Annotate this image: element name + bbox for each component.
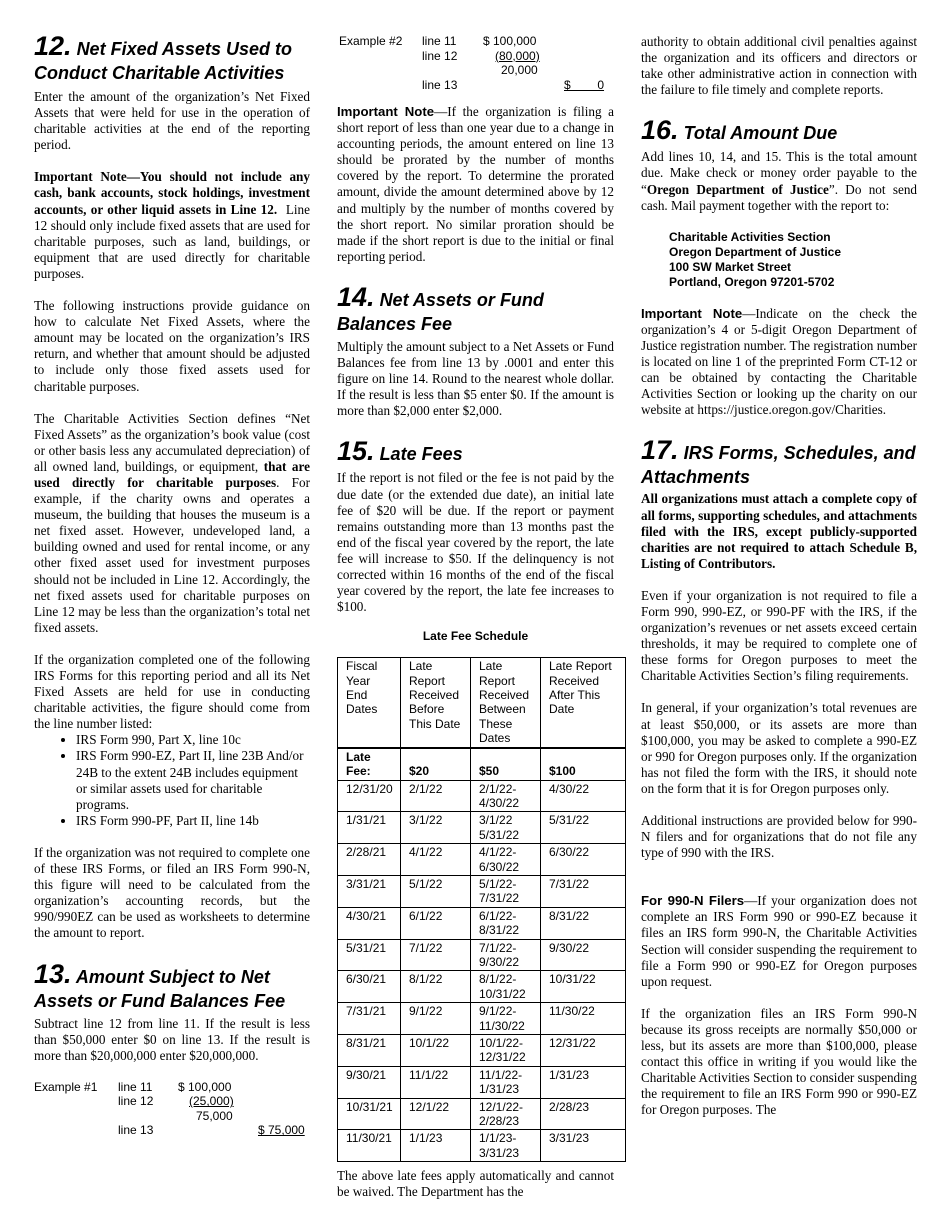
table-cell: 1/31/21 xyxy=(338,812,401,844)
section-17-paragraph: In general, if your organization’s total revenues are at least $50,000, or its assets are more than $100,000, you may be asked to complete a 990-EZ or 990 for Oregon purposes only. If the organization has not filed the form with the IRS, it should note on the form that it is for Oregon purposes only. xyxy=(641,700,917,796)
section-14-number: 14. xyxy=(337,281,375,312)
address-line: Portland, Oregon 97201-5702 xyxy=(669,274,835,289)
table-row xyxy=(338,939,626,971)
example-2 xyxy=(337,34,614,92)
table-cell: 5/31/22 xyxy=(541,812,626,844)
table-row xyxy=(338,1130,626,1162)
section-17-paragraph: Additional instructions are provided below for 990-N filers and for organizations that do not file any type of 990 with the IRS. xyxy=(641,813,917,861)
section-12-forms-intro: If the organization completed one of the following IRS Forms for this reporting period and all its Net Fixed Assets are held for use in conducting charitable activities, the figure should come from the line number listed: xyxy=(34,651,310,732)
note-label: Important Note xyxy=(337,104,435,119)
table-cell: 2/28/23 xyxy=(541,1098,626,1130)
table-cell: 10/31/21 xyxy=(338,1098,401,1130)
definition-bold: that are used directly for charitable purposes xyxy=(34,458,310,490)
table-cell: 11/30/21 xyxy=(338,1130,401,1162)
section-13-note xyxy=(337,104,614,265)
fee-value xyxy=(401,748,471,780)
late-fee-continuation: authority to obtain additional civil penalties against the organization and its officers and directors or take other administrative action in connection with the failure to file timely and complete reports. xyxy=(641,34,917,98)
table-cell: 6/1/22-8/31/22 xyxy=(471,907,541,939)
fee-value xyxy=(541,748,626,780)
fee-row xyxy=(338,748,626,780)
table-header: Fiscal Year End Dates xyxy=(338,658,401,748)
list-item: • IRS Form 990, Part X, line 10c xyxy=(76,732,310,748)
payment-text-cont: ”. Do not send cash. Mail payment together with the report to: xyxy=(641,181,918,213)
table-cell: 8/31/21 xyxy=(338,1035,401,1067)
section-12-heading xyxy=(34,31,310,85)
section-12-title: Net Fixed Assets Used to Conduct Charitable Activities xyxy=(34,39,292,83)
table-row xyxy=(338,1098,626,1130)
example-2-line11-label: line 11 xyxy=(422,34,457,48)
table-cell: 8/1/22-10/31/22 xyxy=(471,971,541,1003)
table-cell: 10/1/22 xyxy=(401,1035,471,1067)
table-cell: 12/1/22 xyxy=(401,1098,471,1130)
late-fee-table xyxy=(337,657,626,1162)
table-cell: 4/30/22 xyxy=(541,780,626,812)
example-2-subtotal: 20,000 xyxy=(501,63,538,77)
table-header: Late Report Received After This Date xyxy=(541,658,626,748)
address-line: 100 SW Market Street xyxy=(669,259,792,274)
table-cell: 4/1/22-6/30/22 xyxy=(471,844,541,876)
table-cell: 11/1/22 xyxy=(401,1066,471,1098)
990n-label: For 990-N Filers xyxy=(641,893,745,909)
section-16-text xyxy=(641,149,917,213)
table-cell: 10/1/22-12/31/22 xyxy=(471,1035,541,1067)
section-12-guidance: The following instructions provide guidance on how to calculate Net Fixed Assets, where the amount may be located on the organization’s IRS return, and whether that amount should be adjusted to include only those fixed assets used for charitable purposes. xyxy=(34,298,310,394)
table-cell: 9/1/22-11/30/22 xyxy=(471,1003,541,1035)
section-17-number: 17. xyxy=(641,435,679,466)
table-cell: 6/30/21 xyxy=(338,971,401,1003)
late-fee-table-title: Late Fee Schedule xyxy=(422,629,529,644)
table-cell: 10/31/22 xyxy=(541,971,626,1003)
column-right xyxy=(641,0,917,1119)
table-cell: 5/1/22 xyxy=(401,875,471,907)
list-item: • IRS Form 990-EZ, Part II, line 23B And/or 24B to the extent 24B includes equipment or similar assets used for charitable programs. xyxy=(76,748,310,812)
section-17-paragraph: Even if your organization is not required to file a Form 990, 990-EZ, or 990-PF with the IRS, if the organization’s revenues or net assets exceed certain thresholds, it may be required to complete one of these forms for Oregon purposes to meet the Charitable Activities Section’s filing requirements. xyxy=(641,587,917,684)
section-13-heading xyxy=(34,958,310,1013)
table-cell: 9/30/21 xyxy=(338,1066,401,1098)
note-text: Line 12 should only include fixed assets that are used for charitable purposes, such as land, buildings, or equipment that are used directly for charitable purposes. xyxy=(34,201,310,281)
fee-label-text: Late Fee: xyxy=(346,749,371,779)
section-12-number: 12. xyxy=(34,31,72,61)
address-line: Charitable Activities Section xyxy=(669,229,831,244)
section-16-title: Total Amount Due xyxy=(683,123,838,144)
section-12-note xyxy=(34,169,310,282)
example-1-subtotal: 75,000 xyxy=(196,1108,233,1123)
table-cell: 5/31/21 xyxy=(338,939,401,971)
table-cell: 11/30/22 xyxy=(541,1003,626,1035)
example-1-line11-label: line 11 xyxy=(118,1079,153,1094)
section-15-text: If the report is not filed or the fee is not paid by the due date (or the extended due date), an initial late fee of $20 will be due. If the report or payment remains outstanding more than 13 months past the end of the fiscal year covered by the report, the late fee will increase to $50. If the delinquency is not corrected within 16 months of the end of the fiscal year covered by the report, the late fee increases to $100. xyxy=(337,470,614,615)
table-cell: 9/1/22 xyxy=(401,1003,471,1035)
table-row xyxy=(338,875,626,907)
section-17-paragraph: If the organization files an IRS Form 990-N because its gross receipts are normally $50,000 or less, but its assets are more than $100,000, please contact this office in writing if you would like the Charitable Activities Section to consider suspending the requirement to file an IRS Form 990 or 990-EZ for Oregon purposes. The xyxy=(641,1005,917,1118)
definition-text: The Charitable Activities Section defines “Net Fixed Assets” as the organization’s book value (cost or other basis less any accumulated depreciation) of all owned land, buildings, or equipment, xyxy=(34,410,310,474)
payee-name: Oregon Department of Justice xyxy=(646,181,829,197)
list-item: • IRS Form 990-PF, Part II, line 14b xyxy=(76,813,310,829)
table-cell: 7/31/21 xyxy=(338,1003,401,1035)
table-header: Late Report Received Between These Dates xyxy=(471,658,541,748)
table-cell: 3/31/23 xyxy=(541,1130,626,1162)
table-cell: 1/31/23 xyxy=(541,1066,626,1098)
example-1-line11-value: $ 100,000 xyxy=(178,1079,232,1094)
table-cell: 7/1/22 xyxy=(401,939,471,971)
example-2-line12-value: (80,000) xyxy=(495,48,540,63)
990n-text: —If your organization does not complete an IRS Form 990 or 990-EZ because it files an IRS form 990-N, the Charitable Activities Section will consider suspending the requirement to file a Form 990 or 990-EZ for Oregon purposes upon request. xyxy=(641,893,917,989)
section-17-requirement: All organizations must attach a complete copy of all forms, supporting schedules, and attachments filed with the IRS, except publicly-supported charities are not required to attach Schedule B, Listing of Contributors. xyxy=(641,491,917,571)
fee-label xyxy=(338,748,401,780)
note-label: Important Note xyxy=(34,169,127,185)
table-cell: 6/1/22 xyxy=(401,907,471,939)
table-cell: 3/1/22 5/31/22 xyxy=(471,812,541,844)
table-cell: 8/31/22 xyxy=(541,907,626,939)
section-12-closing: If the organization was not required to complete one of these IRS Forms, or filed an IRS Form 990-N, this figure will need to be calculated from the organization’s accounting records, but the 990/990EZ can be used as worksheets to determine the amount to report. xyxy=(34,844,310,941)
table-header: Late Report Received Before This Date xyxy=(401,658,471,748)
table-cell: 8/1/22 xyxy=(401,971,471,1003)
address-line: Oregon Department of Justice xyxy=(669,244,842,259)
table-cell: 4/1/22 xyxy=(401,844,471,876)
table-cell: 12/31/22 xyxy=(541,1035,626,1067)
example-2-line12-label: line 12 xyxy=(422,48,458,63)
example-2-line13-value: $ 0 xyxy=(564,77,605,92)
section-14-heading xyxy=(337,281,614,336)
table-cell: 4/30/21 xyxy=(338,907,401,939)
fee-value xyxy=(471,748,541,780)
table-cell: 7/31/22 xyxy=(541,875,626,907)
table-cell: 11/1/22-1/31/23 xyxy=(471,1066,541,1098)
table-cell: 12/31/20 xyxy=(338,780,401,812)
table-cell: 2/28/21 xyxy=(338,844,401,876)
example-2-line11-value: $ 100,000 xyxy=(483,34,537,48)
table-row xyxy=(338,971,626,1003)
example-2-line13-label: line 13 xyxy=(422,77,458,92)
section-12-definition xyxy=(34,411,310,636)
definition-text-cont: . For example, if the charity owns and operates a museum, the building that houses the museum is a net fixed asset. However, undeveloped land, a building owned and used for rental income, or any other fixed asset used for investment purposes should not be included in Line 12. Accordingly, the net fixed assets used for charitable purposes on Line 12 may be less than the organization’s total net fixed assets. xyxy=(34,474,310,635)
example-1-line12-label: line 12 xyxy=(118,1094,154,1109)
note-text: —If the organization is filing a short report of less than one year due to a change in accounting periods, the amount entered on line 13 should be prorated by the number of months covered by the report. To determine the prorated amount, divide the amount determined above by 12 and multiply by the number of months covered by the short report. No similar proration should be made if the short report is due to the initial or final reporting period. xyxy=(337,104,614,264)
table-row xyxy=(338,780,626,812)
table-header-row xyxy=(338,658,626,748)
table-cell: 3/31/21 xyxy=(338,875,401,907)
section-16-heading xyxy=(641,115,917,146)
section-13-intro: Subtract line 12 from line 11. If the result is less than $50,000 enter $0 on line 13. If the result is more than $20,000,000 enter $20,000,000. xyxy=(34,1015,310,1063)
section-17-heading xyxy=(641,435,917,489)
example-1-line13-label: line 13 xyxy=(118,1123,154,1138)
example-1-label: Example #1 xyxy=(34,1079,98,1094)
note-text: —Indicate on the check the organization’s 4 or 5-digit Oregon Department of Justice registration number. The registration number is located on line 1 of the preprinted Form CT-12 or can be obtained by contacting the Charitable Activities Section or looking up the charity on our website at https://justice.oregon.gov/Charities. xyxy=(641,305,917,418)
example-1-line12-value: (25,000) xyxy=(189,1094,234,1109)
table-row xyxy=(338,1035,626,1067)
section-17-title: IRS Forms, Schedules, and Attachments xyxy=(641,443,916,488)
table-cell: 7/1/22-9/30/22 xyxy=(471,939,541,971)
table-cell: 6/30/22 xyxy=(541,844,626,876)
late-fee-note: The above late fees apply automatically and cannot be waived. The Department has the xyxy=(337,1168,614,1200)
late-fee-note-start xyxy=(337,1168,614,1200)
table-cell: 2/1/22 xyxy=(401,780,471,812)
fee-value-text: $50 xyxy=(479,764,500,779)
note-bold-text: —You should not include any cash, bank accounts, stock holdings, investment accounts, or other liquid assets in Line 12. xyxy=(34,169,310,217)
example-2-label: Example #2 xyxy=(339,34,403,48)
section-16-number: 16. xyxy=(641,115,679,146)
example-1 xyxy=(34,1080,310,1138)
table-row xyxy=(338,907,626,939)
section-15-title: Late Fees xyxy=(379,444,463,465)
section-17-990n xyxy=(641,893,917,990)
irs-forms-list xyxy=(34,732,310,829)
table-row xyxy=(338,844,626,876)
table-cell: 2/1/22-4/30/22 xyxy=(471,780,541,812)
section-13-number: 13. xyxy=(34,958,72,989)
section-16-note xyxy=(641,306,917,419)
table-row xyxy=(338,1003,626,1035)
section-14-title: Net Assets or Fund Balances Fee xyxy=(337,289,544,334)
table-cell: 1/1/23-3/31/23 xyxy=(471,1130,541,1162)
payment-text: Add lines 10, 14, and 15. This is the total amount due. Make check or money order payable to the “ xyxy=(641,149,917,197)
table-row xyxy=(338,812,626,844)
table-cell: 5/1/22-7/31/22 xyxy=(471,875,541,907)
table-cell: 12/1/22-2/28/23 xyxy=(471,1098,541,1130)
late-fee-rows xyxy=(338,780,626,1162)
fee-value-text: $20 xyxy=(409,764,430,779)
column-middle xyxy=(337,0,614,1162)
note-label: Important Note xyxy=(641,305,743,321)
table-row xyxy=(338,1066,626,1098)
column-left xyxy=(34,0,310,1138)
section-15-number: 15. xyxy=(337,436,375,467)
section-15-heading xyxy=(337,436,614,467)
table-cell: 1/1/23 xyxy=(401,1130,471,1162)
example-1-line13-value: $ 75,000 xyxy=(258,1123,305,1138)
section-13-title: Amount Subject to Net Assets or Fund Balances Fee xyxy=(34,966,286,1011)
section-12-intro: Enter the amount of the organization’s Net Fixed Assets that were held for use in the operation of charitable activities at the end of the reporting period. xyxy=(34,89,310,153)
table-cell: 9/30/22 xyxy=(541,939,626,971)
table-cell: 3/1/22 xyxy=(401,812,471,844)
section-14-text: Multiply the amount subject to a Net Assets or Fund Balances fee from line 13 by .0001 and enter this figure on line 14. Round to the nearest whole dollar. If the result is less than $5 enter $0. If the amount is more than $2,000 enter $2,000. xyxy=(337,338,614,419)
fee-value-text: $100 xyxy=(549,764,576,779)
mailing-address xyxy=(669,230,917,290)
